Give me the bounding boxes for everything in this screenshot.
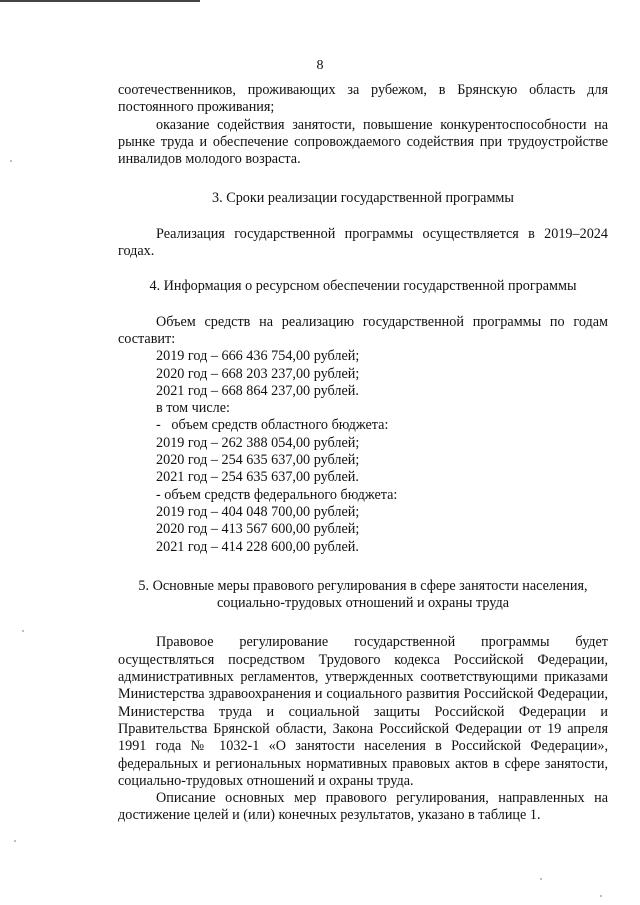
section-5-paragraph-1: Правовое регулирование государственной программы будет осуществляться посредством Трудового кодекса Российской Федерации, административных регламентов, утвержденных соответствующими приказами Министерства здравоохранения и социального развития Российской Федерации, Министерства труда и социальной защиты Российской Федерации и Правительства Брянской области, Закона Российской Федерации от 19 апреля 1991 года № 1032-1 «О занятости населения в Российской Федерации», федеральных и региональных нормативных правовых актов в сфере занятости, социально-трудовых отношений и охраны труда.	[118, 634, 608, 789]
section-4-heading: 4. Информация о ресурсном обеспечении государственной программы	[149, 278, 577, 295]
scan-speck	[540, 878, 542, 880]
regional-budget-label: - объем средств областного бюджета:	[156, 417, 389, 434]
page-number: 8	[316, 58, 324, 73]
total-2020: 2020 год – 668 203 237,00 рублей;	[156, 365, 360, 382]
regional-2020: 2020 год – 254 635 637,00 рублей;	[156, 452, 360, 469]
scan-speck	[600, 895, 602, 897]
regional-2021: 2021 год – 254 635 637,00 рублей.	[156, 469, 359, 486]
intro-paragraph-1: соотечественников, проживающих за рубежом, в Брянскую область для постоянного проживания;	[118, 82, 608, 116]
section-5-heading-line-1: 5. Основные меры правового регулирования в сфере занятости населения,	[138, 577, 588, 594]
section-4-intro: Объем средств на реализацию государственной программы по годам составит:	[118, 313, 608, 347]
section-3-text: Реализация государственной программы осуществляется в 2019–2024 годах.	[118, 225, 608, 260]
scan-speck	[14, 840, 16, 842]
total-2021: 2021 год – 668 864 237,00 рублей.	[156, 382, 359, 399]
section-5-heading-line-2: социально-трудовых отношений и охраны труда	[217, 595, 509, 612]
federal-budget-label: - объем средств федерального бюджета:	[156, 486, 398, 503]
document-body	[118, 82, 608, 825]
scan-speck	[10, 160, 12, 162]
federal-2021: 2021 год – 414 228 600,00 рублей.	[156, 538, 359, 555]
intro-paragraph-2: оказание содействия занятости, повышение конкурентоспособности на рынке труда и обеспечение сопровождаемого содействия при трудоустройстве инвалидов молодого возраста.	[118, 116, 608, 168]
regional-2019: 2019 год – 262 388 054,00 рублей;	[156, 434, 360, 451]
top-edge-line	[0, 0, 200, 2]
scan-speck	[22, 630, 24, 632]
section-5-paragraph-2: Описание основных мер правового регулирования, направленных на достижение целей и (или) конечных результатов, указано в таблице 1.	[118, 790, 608, 824]
federal-2019: 2019 год – 404 048 700,00 рублей;	[156, 503, 360, 520]
including-label: в том числе:	[156, 400, 230, 417]
section-3-heading: 3. Сроки реализации государственной программы	[212, 190, 514, 207]
total-2019: 2019 год – 666 436 754,00 рублей;	[156, 348, 360, 365]
federal-2020: 2020 год – 413 567 600,00 рублей;	[156, 521, 360, 538]
